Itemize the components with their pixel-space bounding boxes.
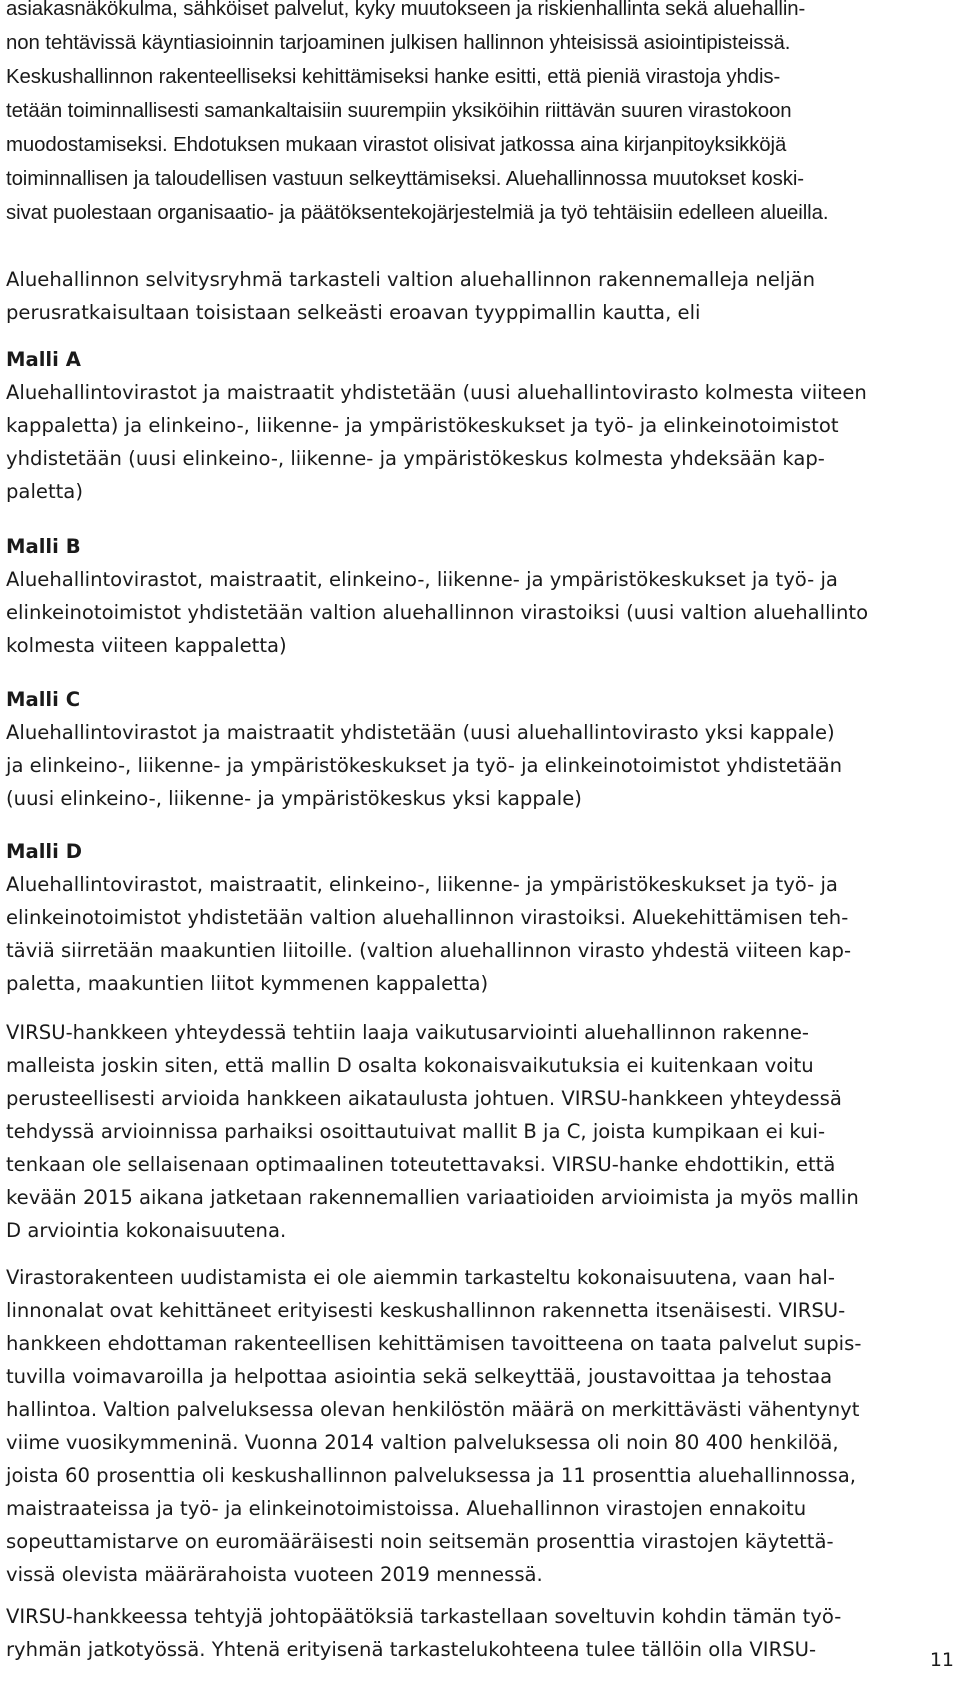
text-line: non tehtävissä käyntiasioinnin tarjoaminen julkisen hallinnon yhteisissä asiointipisteissä. <box>6 32 791 54</box>
text-line: tetään toiminnallisesti samankaltaisiin suurempiin yksiköihin riittävän suuren virastokoon <box>6 100 792 122</box>
text-line: tehdyssä arvioinnissa parhaiksi osoittautuivat mallit B ja C, joista kumpikaan ei kui- <box>6 1120 826 1143</box>
malli-c-heading: Malli C <box>6 688 81 711</box>
text-line: elinkeinotoimistot yhdistetään valtion aluehallinnon virastoiksi. Aluekehittämisen teh- <box>6 906 849 929</box>
malli-d-heading: Malli D <box>6 840 82 863</box>
malli-d-section <box>6 835 956 1000</box>
text-line: hankkeen ehdottaman rakenteellisen kehittämisen tavoitteena on taata palvelut supis- <box>6 1332 862 1355</box>
text-line: Aluehallintovirastot ja maistraatit yhdistetään (uusi aluehallintovirasto kolmesta viiteen <box>6 381 867 404</box>
text-line: Aluehallintovirastot ja maistraatit yhdistetään (uusi aluehallintovirasto yksi kappale) <box>6 721 835 744</box>
text-line: Aluehallintovirastot, maistraatit, elinkeino-, liikenne- ja ympäristökeskukset ja työ- ja <box>6 873 838 896</box>
text-line: malleista joskin siten, että mallin D osalta kokonaisvaikutuksia ei kuitenkaan voitu <box>6 1054 814 1077</box>
virsu-arviointi-paragraph <box>6 1016 956 1247</box>
text-line: Virastorakenteen uudistamista ei ole aiemmin tarkasteltu kokonaisuutena, vaan hal- <box>6 1266 835 1289</box>
selvitys-paragraph <box>6 263 956 329</box>
text-line: tuvilla voimavaroilla ja helpottaa asiointia sekä selkeyttää, joustavoittaa ja tehostaa <box>6 1365 833 1388</box>
malli-c-section <box>6 683 956 815</box>
text-line: kappaletta) ja elinkeino-, liikenne- ja ympäristökeskukset ja työ- ja elinkeinotoimistot <box>6 414 839 437</box>
text-line: sopeuttamistarve on euromääräisesti noin seitsemän prosenttia virastojen käytettä- <box>6 1530 834 1553</box>
text-line: (uusi elinkeino-, liikenne- ja ympäristökeskus yksi kappale) <box>6 787 582 810</box>
text-line: elinkeinotoimistot yhdistetään valtion aluehallinnon virastoiksi (uusi valtion aluehallinto <box>6 601 869 624</box>
text-line: maistraateissa ja työ- ja elinkeinotoimistoissa. Aluehallinnon virastojen ennakoitu <box>6 1497 807 1520</box>
text-line: kolmesta viiteen kappaletta) <box>6 634 287 657</box>
malli-a-section <box>6 343 956 508</box>
text-line: asiakasnäkökulma, sähköiset palvelut, kyky muutokseen ja riskienhallinta sekä aluehallin- <box>6 0 806 20</box>
text-line: paletta, maakuntien liitot kymmenen kappaletta) <box>6 972 489 995</box>
virastorakenne-paragraph <box>6 1261 956 1591</box>
text-line: paletta) <box>6 480 83 503</box>
text-line: perusteellisesti arvioida hankkeen aikataulusta johtuen. VIRSU-hankkeen yhteydessä <box>6 1087 842 1110</box>
text-line: ryhmän jatkotyössä. Yhtenä erityisenä tarkastelukohteena tulee tällöin olla VIRSU- <box>6 1638 817 1661</box>
text-line: D arviointia kokonaisuutena. <box>6 1219 287 1242</box>
text-line: täviä siirretään maakuntien liitoille. (valtion aluehallinnon virasto yhdestä viiteen kap- <box>6 939 852 962</box>
text-line: toiminnallisen ja taloudellisen vastuun selkeyttämiseksi. Aluehallinnossa muutokset koski- <box>6 168 804 190</box>
malli-b-heading: Malli B <box>6 535 81 558</box>
text-line: joista 60 prosenttia oli keskushallinnon palveluksessa ja 11 prosenttia aluehallinnossa, <box>6 1464 856 1487</box>
intro-paragraph <box>6 0 956 230</box>
text-line: viime vuosikymmeninä. Vuonna 2014 valtion palveluksessa oli noin 80 400 henkilöä, <box>6 1431 839 1454</box>
text-line: Aluehallintovirastot, maistraatit, elinkeino-, liikenne- ja ympäristökeskukset ja työ- ja <box>6 568 838 591</box>
text-line: perusratkaisultaan toisistaan selkeästi eroavan tyyppimallin kautta, eli <box>6 301 701 324</box>
text-line: linnonalat ovat kehittäneet erityisesti keskushallinnon rakennetta itsenäisesti. VIRSU- <box>6 1299 846 1322</box>
text-line: kevään 2015 aikana jatketaan rakennemallien variaatioiden arvioimista ja myös mallin <box>6 1186 859 1209</box>
text-line: ja elinkeino-, liikenne- ja ympäristökeskukset ja työ- ja elinkeinotoimistot yhdistetään <box>6 754 843 777</box>
page-number: 11 <box>929 1649 954 1671</box>
text-line: vissä olevista määrärahoista vuoteen 2019 mennessä. <box>6 1563 543 1586</box>
text-line: yhdistetään (uusi elinkeino-, liikenne- ja ympäristökeskus kolmesta yhdeksään kap- <box>6 447 825 470</box>
text-line: tenkaan ole sellaisenaan optimaalinen toteutettavaksi. VIRSU-hanke ehdottikin, että <box>6 1153 836 1176</box>
text-line: VIRSU-hankkeen yhteydessä tehtiin laaja vaikutusarviointi aluehallinnon rakenne- <box>6 1021 809 1044</box>
johtopaatokset-paragraph <box>6 1600 956 1666</box>
text-line: Keskushallinnon rakenteelliseksi kehittämiseksi hanke esitti, että pieniä virastoja yhdis- <box>6 66 781 88</box>
text-line: hallintoa. Valtion palveluksessa olevan henkilöstön määrä on merkittävästi vähentynyt <box>6 1398 860 1421</box>
malli-a-heading: Malli A <box>6 348 81 371</box>
text-line: sivat puolestaan organisaatio- ja päätöksentekojärjestelmiä ja työ tehtäisiin edelleen alueilla. <box>6 202 829 224</box>
text-line: muodostamiseksi. Ehdotuksen mukaan virastot olisivat jatkossa aina kirjanpitoyksikköjä <box>6 134 787 156</box>
text-line: VIRSU-hankkeessa tehtyjä johtopäätöksiä tarkastellaan soveltuvin kohdin tämän työ- <box>6 1605 842 1628</box>
text-line: Aluehallinnon selvitysryhmä tarkasteli valtion aluehallinnon rakennemalleja neljän <box>6 268 816 291</box>
malli-b-section <box>6 530 956 662</box>
